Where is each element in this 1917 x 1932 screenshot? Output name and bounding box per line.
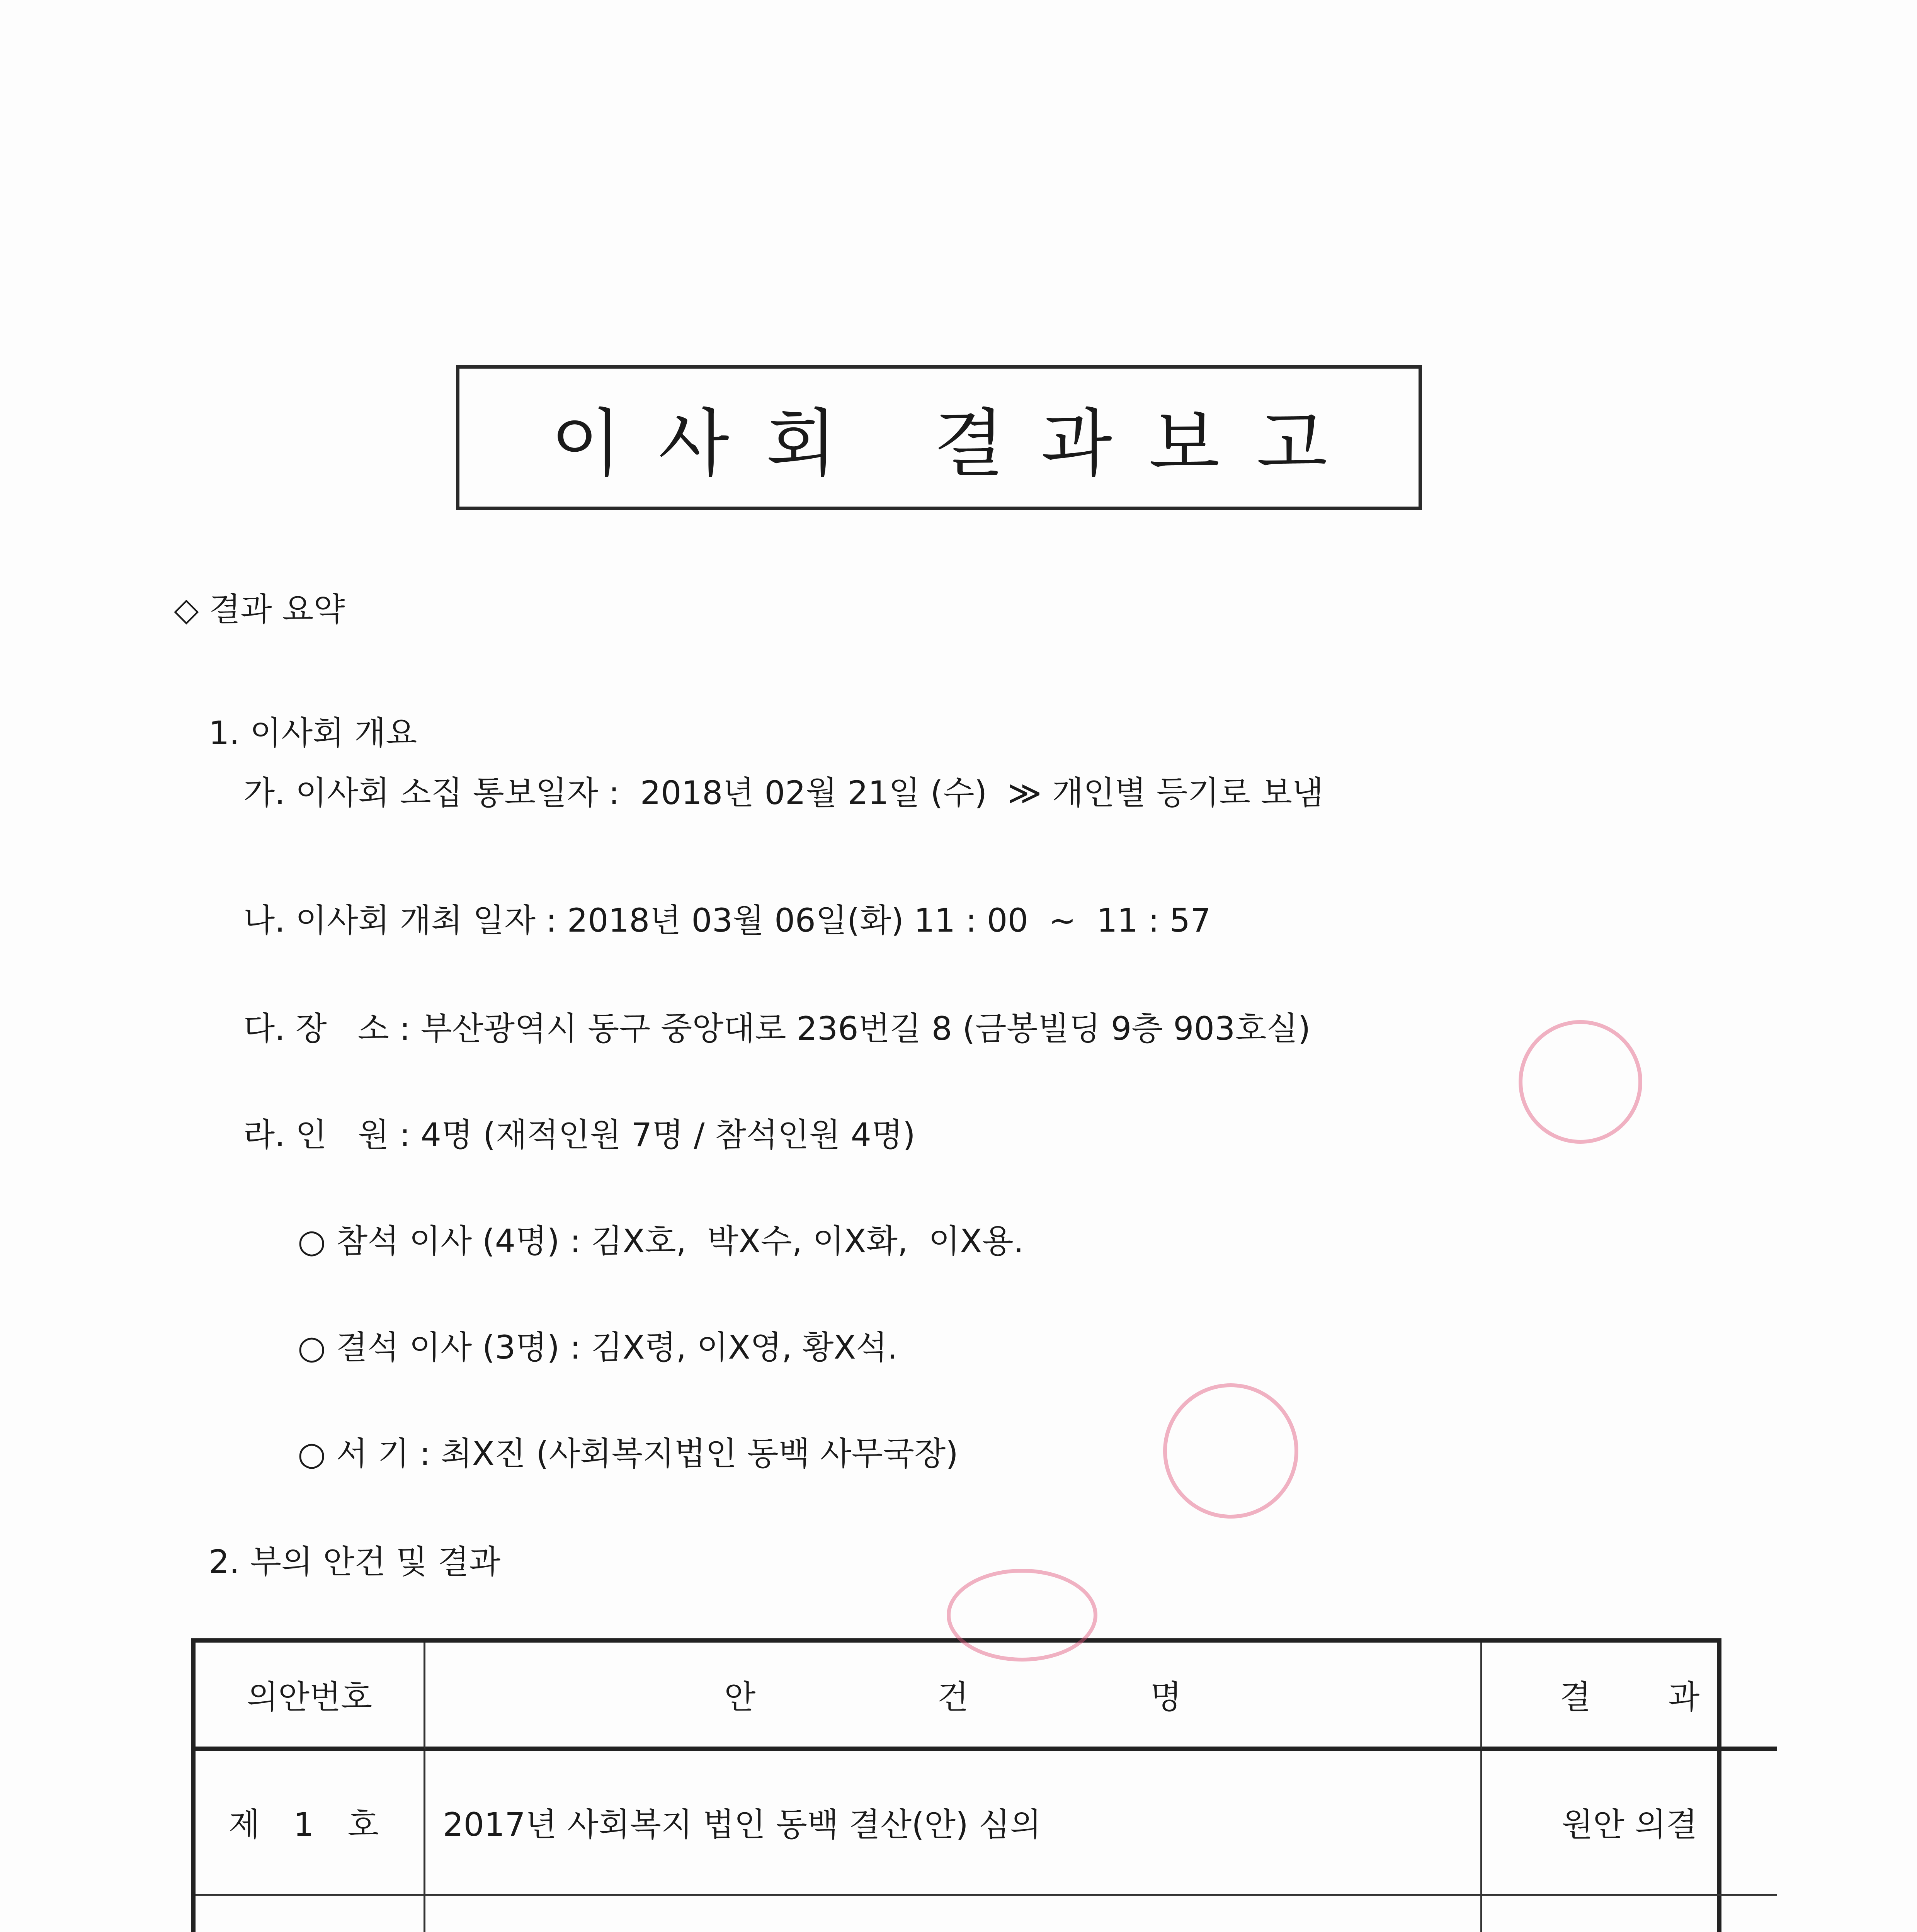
row-1-agenda: 2017년 사회복지 법인 동백 결산(안) 심의 bbox=[425, 1751, 1482, 1896]
header-agenda: 안건명 bbox=[425, 1643, 1482, 1751]
title-box bbox=[456, 365, 1422, 510]
section-2-heading: 2. 부의 안건 및 결과 bbox=[209, 1543, 500, 1581]
page-title: 이사회 결과보고 bbox=[550, 401, 1364, 486]
seal-stamp-icon bbox=[1163, 1383, 1298, 1519]
section-1-heading: 1. 이사회 개요 bbox=[209, 714, 417, 752]
seal-stamp-icon bbox=[947, 1569, 1097, 1662]
notice-date-line: 가. 이사회 소집 통보일자 : 2018년 02월 21일 (수) ≫ 개인별 등기로 보냄 bbox=[243, 774, 1324, 812]
summary-heading: ◇ 결과 요약 bbox=[174, 590, 345, 628]
row-1-result: 원안 의결 bbox=[1482, 1751, 1777, 1896]
absent-directors-line: ○ 결석 이사 (3명) : 김X령, 이X영, 황X석. bbox=[298, 1328, 898, 1366]
row-1-number: 제 1 호 bbox=[196, 1751, 425, 1896]
row-2-agenda bbox=[425, 1896, 1482, 1932]
secretary-line: ○ 서 기 : 최X진 (사회복지법인 동백 사무국장) bbox=[298, 1435, 958, 1473]
header-result: 결과 bbox=[1482, 1643, 1777, 1751]
meeting-date-line: 나. 이사회 개최 일자 : 2018년 03월 06일(화) 11 : 00 ~ 11 : 57 bbox=[243, 901, 1211, 939]
place-line: 다. 장 소 : 부산광역시 동구 중앙대로 236번길 8 (금봉빌딩 9층 903호실) bbox=[243, 1010, 1311, 1048]
attending-directors-line: ○ 참석 이사 (4명) : 김X호, 박X수, 이X화, 이X용. bbox=[298, 1222, 1024, 1260]
agenda-table bbox=[191, 1638, 1777, 1932]
members-line: 라. 인 원 : 4명 (재적인원 7명 / 참석인원 4명) bbox=[243, 1116, 915, 1154]
row-2-result bbox=[1482, 1896, 1777, 1932]
header-number: 의안번호 bbox=[196, 1643, 425, 1751]
seal-stamp-icon bbox=[1519, 1020, 1642, 1144]
row-2-number bbox=[196, 1896, 425, 1932]
